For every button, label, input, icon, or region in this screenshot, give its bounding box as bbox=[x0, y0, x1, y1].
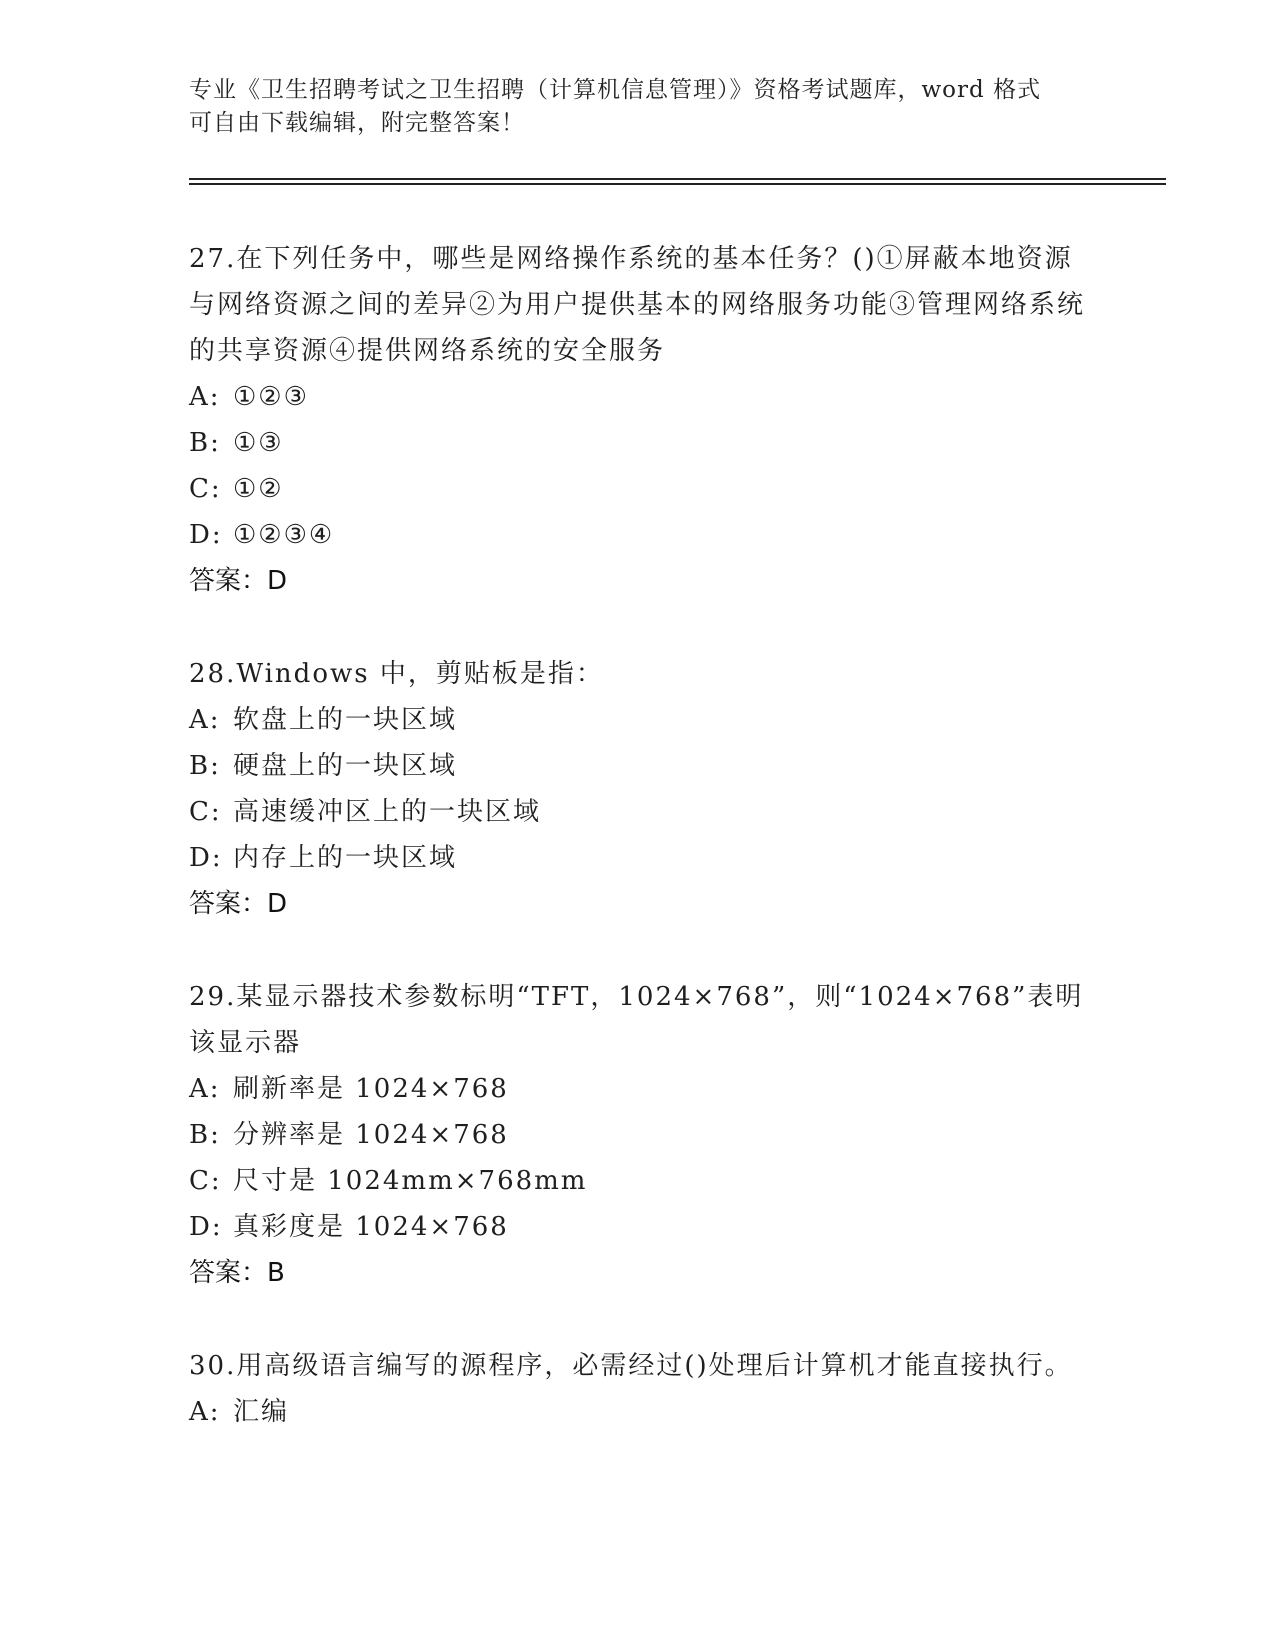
option-letter: A: bbox=[189, 1397, 221, 1427]
option-a bbox=[189, 1066, 1089, 1112]
option-letter: C: bbox=[189, 474, 222, 504]
question-29 bbox=[189, 974, 1089, 1296]
option-c bbox=[189, 466, 1089, 512]
answer-line: 答案：D bbox=[189, 566, 288, 596]
option-b bbox=[189, 1112, 1089, 1158]
option-letter: B: bbox=[189, 1120, 221, 1150]
option-text: 尺寸是 1024mm×768mm bbox=[233, 1166, 588, 1196]
option-letter: C: bbox=[189, 797, 222, 827]
question-text: 29.某显示器技术参数标明“TFT，1024×768”，则“1024×768”表明该显示器 bbox=[189, 982, 1084, 1058]
option-a bbox=[189, 1389, 1089, 1435]
question-text: 28.Windows 中，剪贴板是指： bbox=[189, 659, 604, 689]
answer-line: 答案：B bbox=[189, 1258, 285, 1288]
option-text: 软盘上的一块区域 bbox=[233, 705, 458, 735]
option-letter: D: bbox=[189, 1212, 223, 1242]
option-letter: C: bbox=[189, 1166, 222, 1196]
option-letter: D: bbox=[189, 843, 223, 873]
option-d bbox=[189, 835, 1089, 881]
option-text: ①③ bbox=[233, 428, 284, 458]
option-text: 高速缓冲区上的一块区域 bbox=[233, 797, 542, 827]
question-27 bbox=[189, 236, 1089, 604]
option-text: 内存上的一块区域 bbox=[233, 843, 458, 873]
option-c bbox=[189, 789, 1089, 835]
option-letter: D: bbox=[189, 520, 223, 550]
option-text: ①②③ bbox=[233, 382, 309, 412]
option-letter: A: bbox=[189, 382, 221, 412]
document-header bbox=[189, 74, 1089, 140]
question-text: 27.在下列任务中，哪些是网络操作系统的基本任务？()①屏蔽本地资源与网络资源之间的差异②为用户提供基本的网络服务功能③管理网络系统的共享资源④提供网络系统的安全服务 bbox=[189, 244, 1086, 366]
option-text: 刷新率是 1024×768 bbox=[233, 1074, 509, 1104]
header-divider-top bbox=[189, 178, 1166, 180]
question-30 bbox=[189, 1343, 1089, 1435]
option-letter: A: bbox=[189, 705, 221, 735]
option-c bbox=[189, 1158, 1089, 1204]
option-d bbox=[189, 512, 1089, 558]
option-text: 汇编 bbox=[233, 1397, 290, 1427]
option-letter: B: bbox=[189, 751, 221, 781]
option-d bbox=[189, 1204, 1089, 1250]
question-text: 30.用高级语言编写的源程序，必需经过()处理后计算机才能直接执行。 bbox=[189, 1351, 1073, 1381]
option-letter: A: bbox=[189, 1074, 221, 1104]
header-divider-bottom bbox=[189, 183, 1166, 185]
question-list bbox=[189, 236, 1089, 1482]
option-a bbox=[189, 697, 1089, 743]
option-text: ①②③④ bbox=[233, 520, 335, 550]
option-a bbox=[189, 374, 1089, 420]
header-line-1: 专业《卫生招聘考试之卫生招聘（计算机信息管理）》资格考试题库，word 格式 bbox=[189, 77, 1042, 103]
option-text: 真彩度是 1024×768 bbox=[233, 1212, 509, 1242]
option-text: 分辨率是 1024×768 bbox=[233, 1120, 509, 1150]
option-letter: B: bbox=[189, 428, 221, 458]
question-28 bbox=[189, 651, 1089, 927]
option-b bbox=[189, 743, 1089, 789]
header-line-2: 可自由下载编辑，附完整答案！ bbox=[189, 110, 525, 136]
answer-line: 答案：D bbox=[189, 889, 288, 919]
option-text: ①② bbox=[233, 474, 284, 504]
option-text: 硬盘上的一块区域 bbox=[233, 751, 458, 781]
option-b bbox=[189, 420, 1089, 466]
